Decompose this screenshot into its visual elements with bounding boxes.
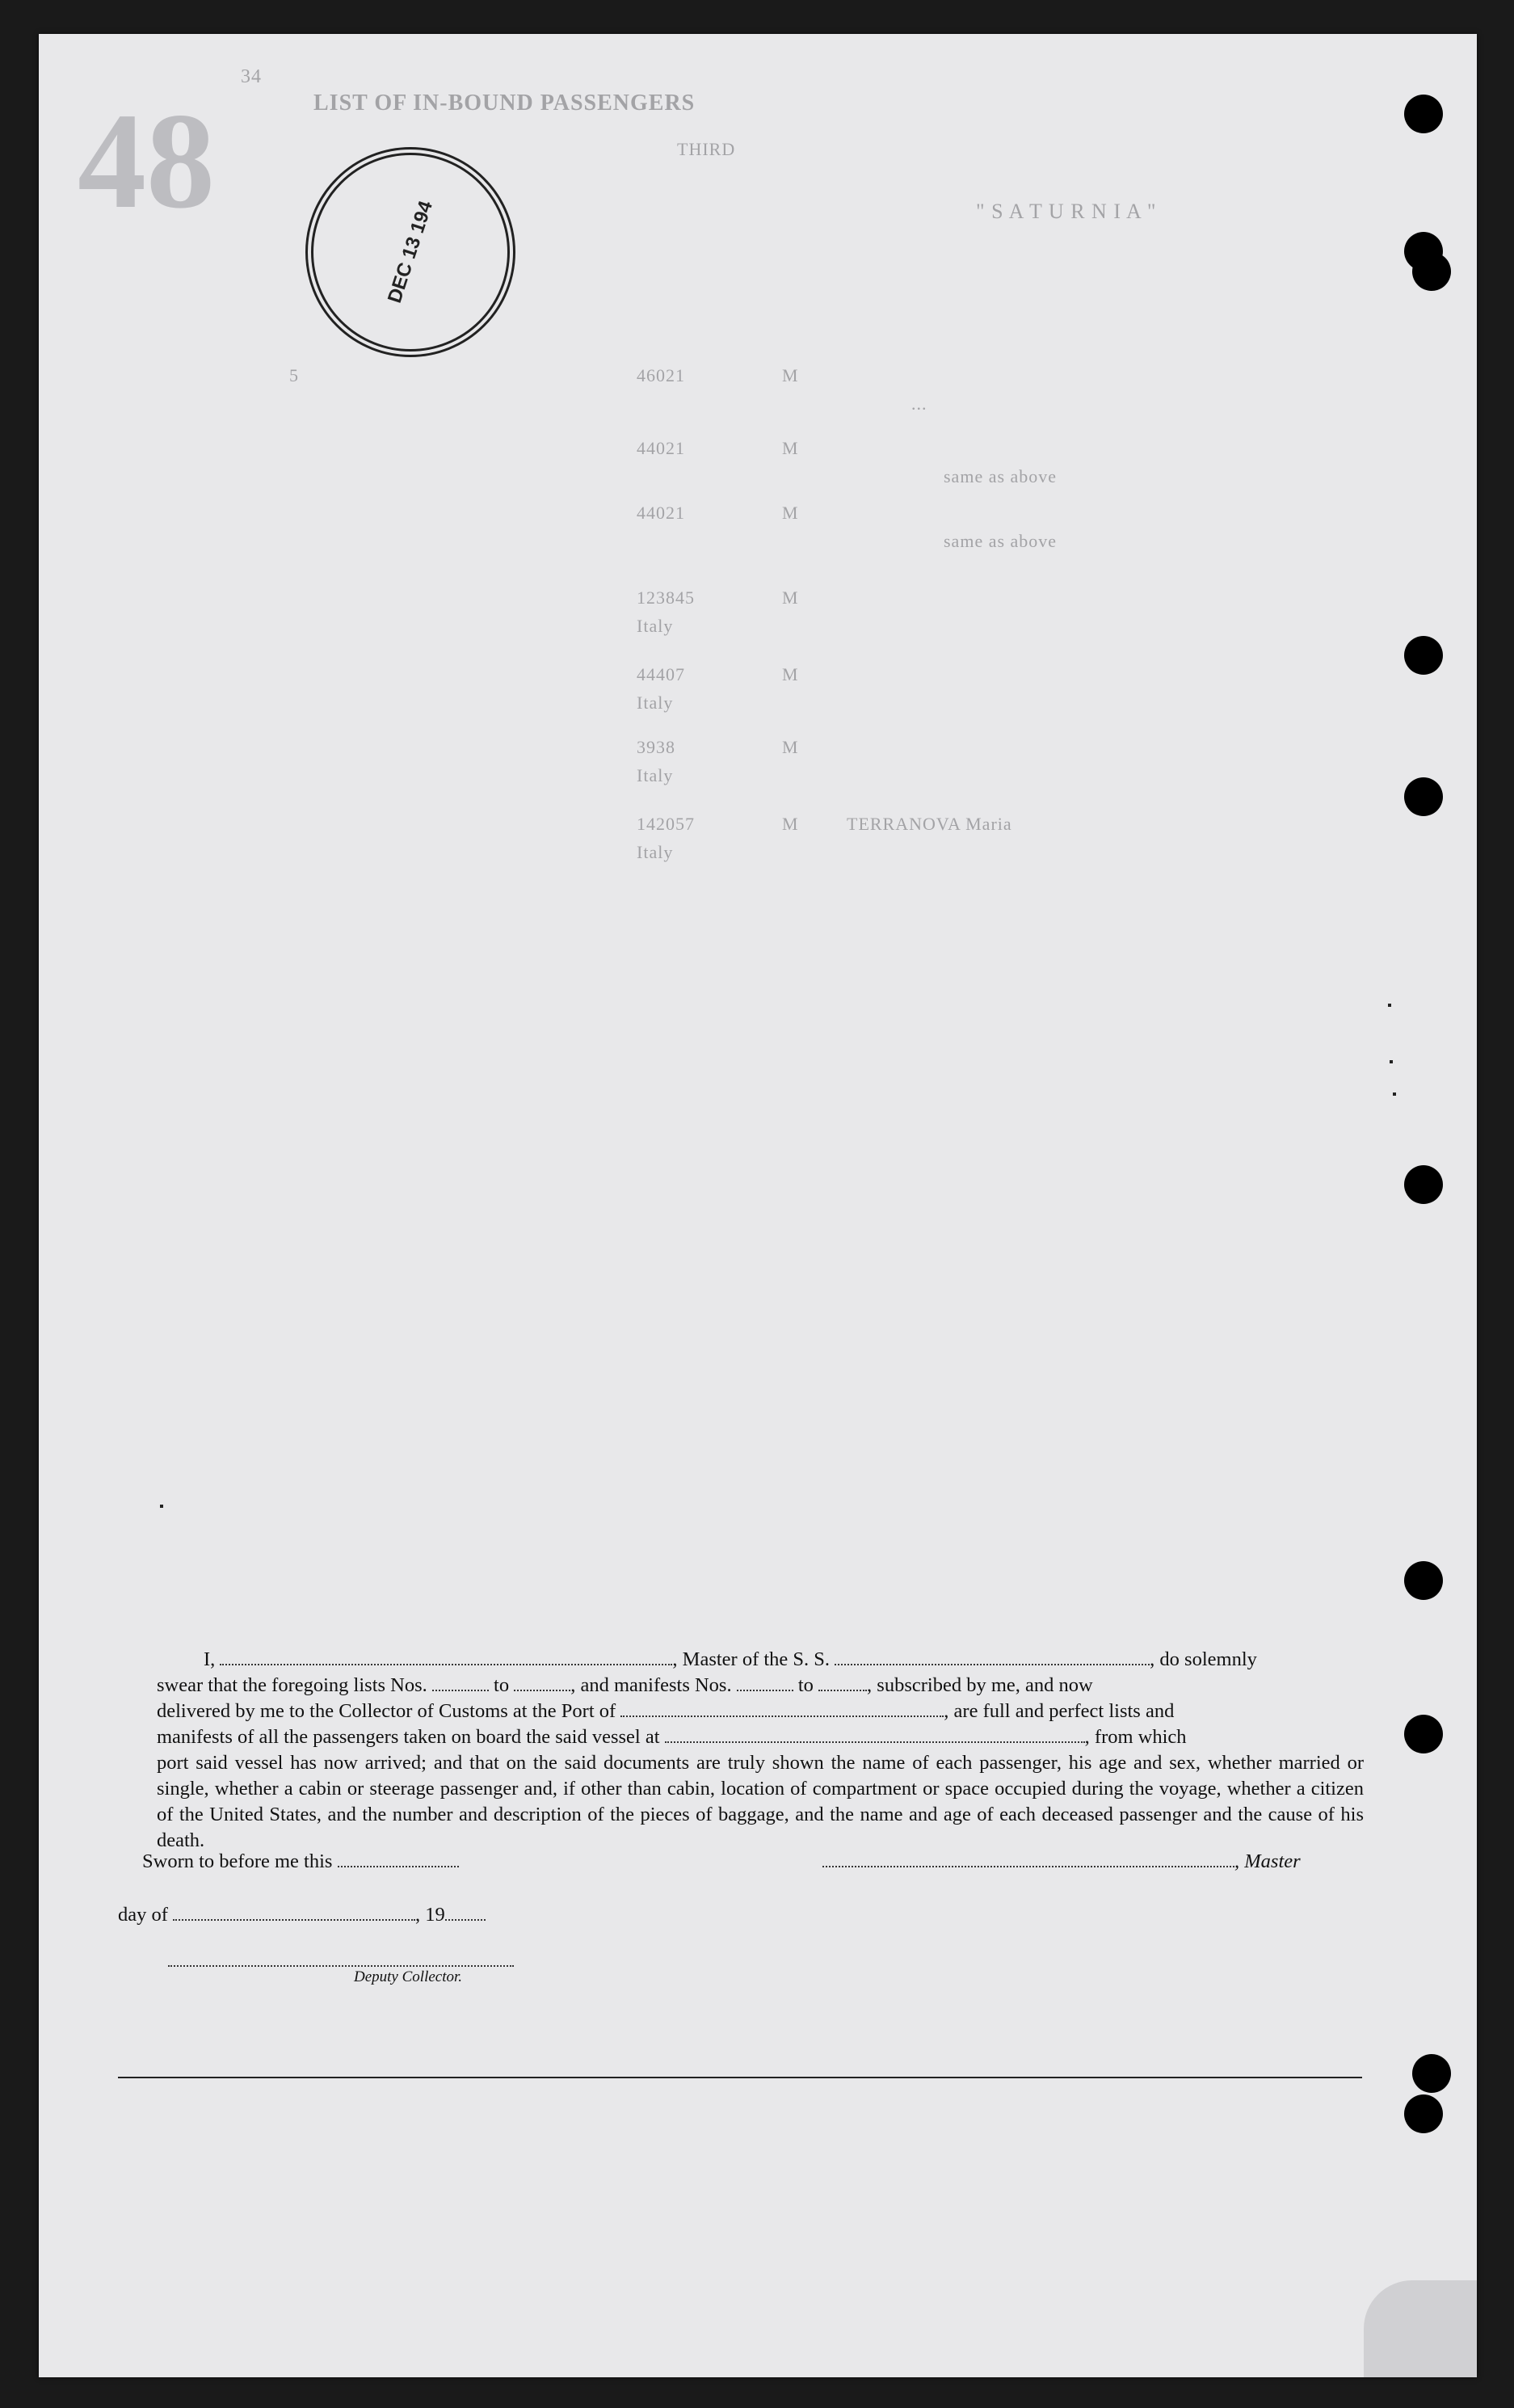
oath-text: , Master of the S. S. bbox=[672, 1648, 831, 1670]
list-to-field bbox=[514, 1675, 570, 1691]
row-code: 46021 bbox=[637, 365, 685, 385]
row-name: TERRANOVA Maria bbox=[847, 814, 1012, 834]
row-sex: M bbox=[782, 587, 799, 608]
immigration-date-stamp bbox=[305, 147, 515, 357]
master-oath bbox=[157, 1647, 1364, 1854]
ship-name: " S A T U R N I A " bbox=[976, 200, 1157, 223]
port-field bbox=[620, 1701, 944, 1717]
oath-text: to bbox=[797, 1674, 814, 1696]
oath-text: manifests of all the passengers taken on board the said vessel at bbox=[157, 1726, 660, 1748]
day-of-label: day of bbox=[118, 1904, 168, 1926]
row-line2: same as above bbox=[944, 466, 1058, 486]
manifest-to-field bbox=[818, 1675, 867, 1691]
master-signature-field bbox=[822, 1851, 1234, 1867]
oath-text: , are full and perfect lists and bbox=[944, 1700, 1175, 1722]
oath-body: port said vessel has now arrived; and that on the said documents are truly shown the name of each passenger, his age and sex, whether married or single, whether a cabin or steerage passenger and, if other than cabin, location of compartment or space occupied during the voyage, whether a citizen of the United States, and the number and description of the pieces of baggage, and the name and age of each deceased passenger and the cause of his death. bbox=[157, 1752, 1364, 1851]
row-sex: M bbox=[782, 814, 799, 834]
list-title: LIST OF IN-BOUND PASSENGERS bbox=[313, 91, 696, 116]
binder-hole bbox=[1412, 2054, 1451, 2093]
dust-mark bbox=[1388, 1004, 1391, 1007]
month-field bbox=[173, 1905, 415, 1921]
oath-text: , subscribed by me, and now bbox=[867, 1674, 1093, 1696]
corner-stamp-fragment bbox=[1364, 2280, 1477, 2377]
row-code: 3938 bbox=[637, 737, 675, 757]
dust-mark bbox=[1393, 1092, 1396, 1096]
master-label: , Master bbox=[1234, 1850, 1301, 1872]
binder-hole bbox=[1404, 1715, 1443, 1753]
row-number: 5 bbox=[289, 365, 299, 385]
collector-signature-line bbox=[168, 1965, 514, 1967]
row-code: 44407 bbox=[637, 664, 685, 684]
row-line2: Italy bbox=[637, 693, 674, 713]
page-number: 34 bbox=[241, 66, 262, 87]
binder-hole bbox=[1404, 1165, 1443, 1204]
row-code: 44021 bbox=[637, 438, 685, 458]
row-sex: M bbox=[782, 664, 799, 684]
row-line2: Italy bbox=[637, 616, 674, 636]
oath-text: I, bbox=[204, 1648, 216, 1670]
class-label: THIRD bbox=[677, 139, 736, 159]
binder-hole bbox=[1404, 1561, 1443, 1600]
binder-hole bbox=[1412, 252, 1451, 291]
manifest-from-field bbox=[737, 1675, 793, 1691]
row-code: 44021 bbox=[637, 503, 685, 523]
row-sex: M bbox=[782, 737, 799, 757]
oath-text: , from which bbox=[1084, 1726, 1187, 1748]
master-name-field bbox=[220, 1649, 672, 1665]
row-line2: ... bbox=[911, 394, 927, 414]
departure-port-field bbox=[665, 1727, 1085, 1743]
bottom-rule bbox=[118, 2077, 1362, 2078]
binder-hole bbox=[1404, 95, 1443, 133]
deputy-collector-label: Deputy Collector. bbox=[354, 1968, 463, 1985]
ship-name-field bbox=[835, 1649, 1150, 1665]
row-code: 123845 bbox=[637, 587, 695, 608]
year-label: , 19 bbox=[415, 1904, 445, 1926]
sworn-label: Sworn to before me this bbox=[142, 1850, 333, 1872]
dust-mark bbox=[160, 1505, 163, 1508]
row-line2: same as above bbox=[944, 531, 1058, 551]
oath-text: swear that the foregoing lists Nos. bbox=[157, 1674, 427, 1696]
row-sex: M bbox=[782, 438, 799, 458]
stamp-date: DEC 13 194 bbox=[383, 198, 437, 306]
large-page-number: 48 bbox=[78, 85, 215, 237]
year-field bbox=[445, 1905, 486, 1921]
row-line2: Italy bbox=[637, 765, 674, 785]
binder-hole bbox=[1404, 636, 1443, 675]
row-code: 142057 bbox=[637, 814, 695, 834]
binder-hole bbox=[1404, 777, 1443, 816]
oath-text: to bbox=[494, 1674, 510, 1696]
row-line2: Italy bbox=[637, 842, 674, 862]
binder-hole bbox=[1404, 2094, 1443, 2133]
manifest-page bbox=[39, 34, 1477, 2377]
dust-mark bbox=[1390, 1060, 1393, 1063]
row-sex: M bbox=[782, 503, 799, 523]
row-sex: M bbox=[782, 365, 799, 385]
list-from-field bbox=[432, 1675, 489, 1691]
oath-text: , do solemnly bbox=[1150, 1648, 1257, 1670]
oath-text: , and manifests Nos. bbox=[570, 1674, 732, 1696]
oath-text: delivered by me to the Collector of Customs at the Port of bbox=[157, 1700, 616, 1722]
sworn-day-field bbox=[338, 1851, 459, 1867]
